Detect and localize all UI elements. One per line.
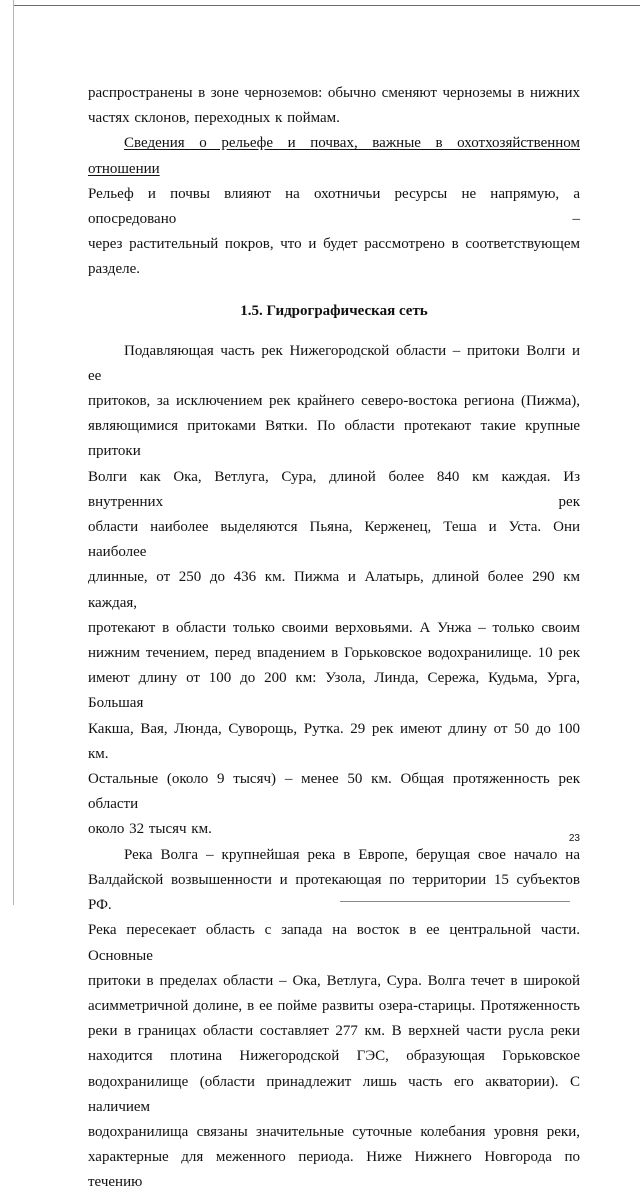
text-line: Волги как Ока, Ветлуга, Сура, длиной более 840 км каждая. Из внутренних рек xyxy=(88,468,580,510)
text-line: Река Волга – крупнейшая река в Европе, берущая свое начало на xyxy=(124,846,580,863)
text-line: асимметричной долине, в ее пойме развиты озера-старицы. Протяженность xyxy=(88,997,580,1014)
text-line: протекают в области только своими верховьями. А Унжа – только своим xyxy=(88,619,580,636)
text-line: Какша, Вая, Люнда, Суворощь, Рутка. 29 рек имеют длину от 50 до 100 км. xyxy=(88,720,580,762)
text-line: области наиболее выделяются Пьяна, Керженец, Теша и Уста. Они наиболее xyxy=(88,519,580,561)
text-line: характерные для меженного периода. Ниже Нижнего Новгорода по течению xyxy=(88,1149,580,1191)
text-line: притоков, за исключением рек крайнего северо-востока региона (Пижма), xyxy=(88,393,580,410)
paragraph-rivers xyxy=(88,339,580,843)
text-line: распространены в зоне черноземов: обычно сменяют черноземы в нижних xyxy=(88,85,580,101)
text-line: имеют длину от 100 до 200 км: Узола, Линда, Сережа, Кудьма, Урга, Большая xyxy=(88,670,580,712)
text-line: водохранилище (области принадлежит лишь часть его акватории). С наличием xyxy=(88,1073,580,1115)
text-line: реки в границах области составляет 277 км. В верхней части русла реки xyxy=(88,1023,580,1040)
text-line: Валдайской возвышенности и протекающая по территории 15 субъектов РФ. xyxy=(88,871,580,914)
hunting-section xyxy=(88,131,580,282)
text-line: нижним течением, перед впадением в Горьковское водохранилище. 10 рек xyxy=(88,645,580,662)
page-content xyxy=(88,81,580,1196)
text-line: около 32 тысяч км. xyxy=(88,821,212,838)
intro-paragraph xyxy=(88,81,580,131)
page-number: 23 xyxy=(568,833,580,844)
hunting-section-title: Сведения о рельефе и почвах, важные в охотхозяйственном отношении xyxy=(88,135,580,177)
text-line: частях склонов, переходных к поймам. xyxy=(88,110,340,127)
scan-bottom-edge-line xyxy=(340,901,570,902)
paragraph-volga xyxy=(88,843,580,1196)
scan-top-edge-line xyxy=(14,5,640,6)
text-line: через растительный покров, что и будет рассмотрено в соответствующем xyxy=(88,236,580,253)
text-line: Подавляющая часть рек Нижегородской области – притоки Волги и ее xyxy=(88,342,580,384)
text-line: длинные, от 250 до 436 км. Пижма и Алатырь, длиной более 290 км каждая, xyxy=(88,569,580,611)
text-line: притоки в пределах области – Ока, Ветлуга, Сура. Волга течет в широкой xyxy=(88,972,580,989)
text-line: являющимися притоками Вятки. По области протекают такие крупные притоки xyxy=(88,418,580,460)
text-line: разделе. xyxy=(88,261,140,278)
text-line: находится плотина Нижегородской ГЭС, образующая Горьковское xyxy=(88,1048,580,1065)
scan-left-edge-line xyxy=(13,0,14,905)
section-heading: 1.5. Гидрографическая сеть xyxy=(240,302,428,319)
text-line: Рельеф и почвы влияют на охотничьи ресурсы не напрямую, а опосредовано – xyxy=(88,185,580,228)
text-line: Река пересекает область с запада на восток в ее центральной части. Основные xyxy=(88,922,580,964)
text-line: Остальные (около 9 тысяч) – менее 50 км. Общая протяженность рек области xyxy=(88,771,580,813)
text-line: водохранилища связаны значительные суточные колебания уровня реки, xyxy=(88,1123,580,1140)
